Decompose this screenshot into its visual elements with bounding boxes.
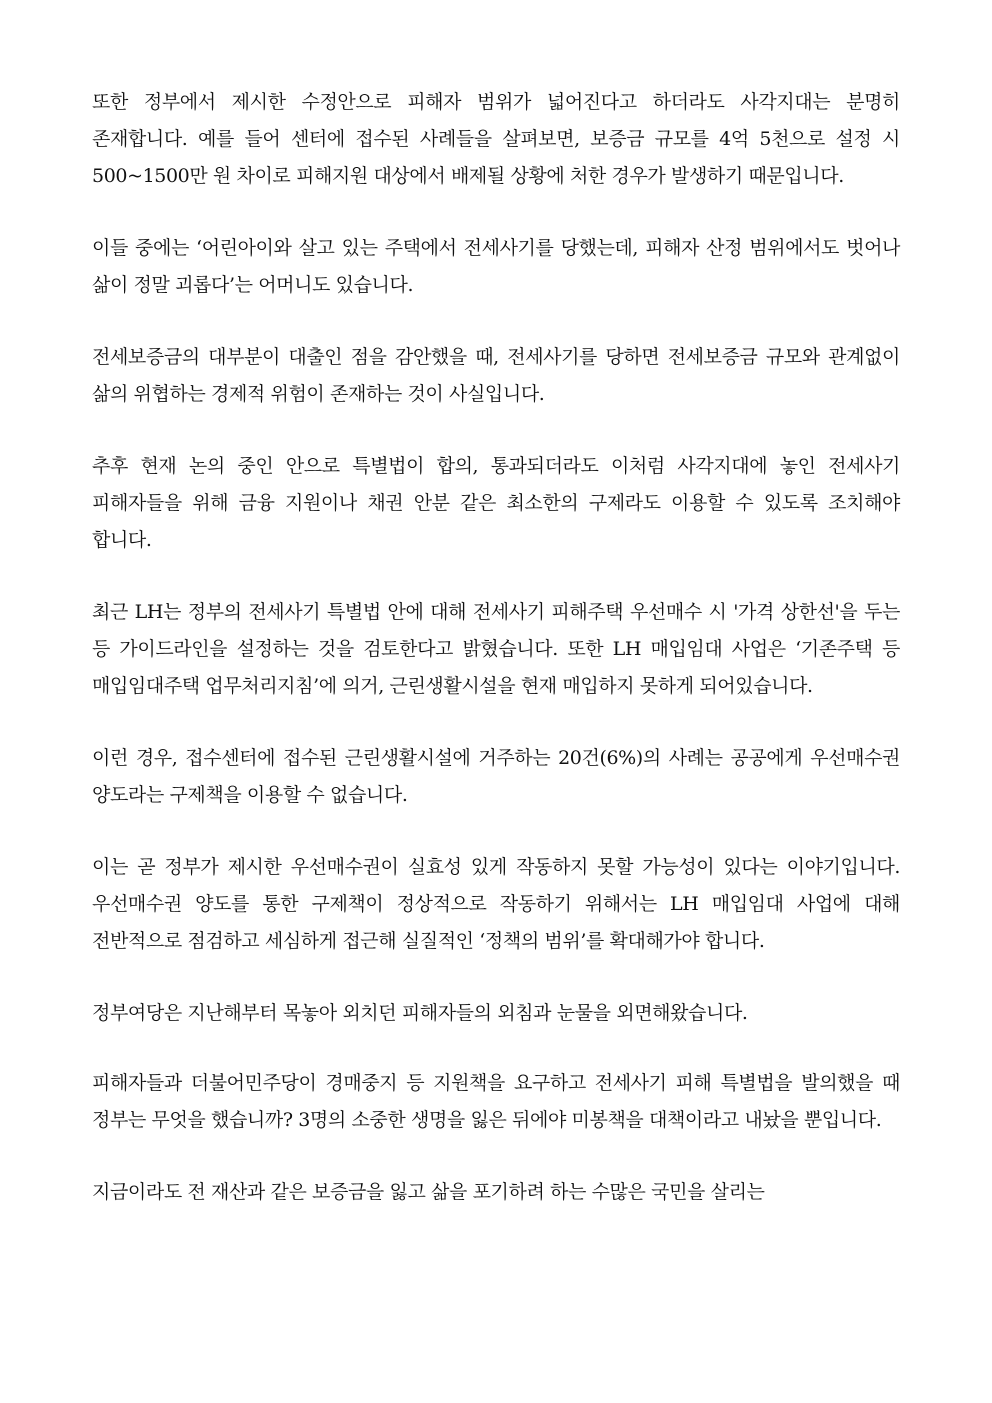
paragraph-closing: 지금이라도 전 재산과 같은 보증금을 잃고 삶을 포기하려 하는 수많은 국민을 살리는 [92,1181,765,1203]
paragraph-blind-spot: 또한 정부에서 제시한 수정안으로 피해자 범위가 넓어진다고 하더라도 사각지대는 분명히 존재합니다. 예를 들어 센터에 접수된 사례들을 살펴보면, 보증금 규모를 4억 5천으로 설정 시 500~1500만 원 차이로 피해지원 대상에서 배제될 상황에 처한 경우가 발생하기 때문입니다. [92,91,900,187]
paragraph-priority-purchase: 이는 곧 정부가 제시한 우선매수권이 실효성 있게 작동하지 못할 가능성이 있다는 이야기입니다. 우선매수권 양도를 통한 구제책이 정상적으로 작동하기 위해서는 LH 매입임대 사업에 대해 전반적으로 점검하고 세심하게 접근해 실질적인 ‘정책의 범위’를 확대해가야 합니다. [92,856,900,952]
paragraph-lh-guideline: 최근 LH는 정부의 전세사기 특별법 안에 대해 전세사기 피해주택 우선매수 시 '가격 상한선'을 두는 등 가이드라인을 설정하는 것을 검토한다고 밝혔습니다. 또한 LH 매입임대 사업은 ‘기존주택 등 매입임대주택 업무처리지침’에 의거, 근린생활시설을 현재 매입하지 못하게 되어있습니다. [92,601,900,697]
paragraph-minimum-relief: 추후 현재 논의 중인 안으로 특별법이 합의, 통과되더라도 이처럼 사각지대에 놓인 전세사기 피해자들을 위해 금융 지원이나 채권 안분 같은 최소한의 구제라도 이용할 수 있도록 조치해야 합니다. [92,455,900,551]
paragraph-economic-risk: 전세보증금의 대부분이 대출인 점을 감안했을 때, 전세사기를 당하면 전세보증금 규모와 관계없이 삶의 위협하는 경제적 위험이 존재하는 것이 사실입니다. [92,346,900,405]
paragraph-neighborhood-facilities: 이런 경우, 접수센터에 접수된 근린생활시설에 거주하는 20건(6%)의 사례는 공공에게 우선매수권 양도라는 구제책을 이용할 수 없습니다. [92,747,900,806]
paragraph-special-act: 피해자들과 더불어민주당이 경매중지 등 지원책을 요구하고 전세사기 피해 특별법을 발의했을 때 정부는 무엇을 했습니까? 3명의 소중한 생명을 잃은 뒤에야 미봉책을 대책이라고 내놨을 뿐입니다. [92,1072,900,1131]
paragraph-mother-case: 이들 중에는 ‘어린아이와 살고 있는 주택에서 전세사기를 당했는데, 피해자 산정 범위에서도 벗어나 삶이 정말 괴롭다’는 어머니도 있습니다. [92,237,900,296]
paragraph-government-ignored: 정부여당은 지난해부터 목놓아 외치던 피해자들의 외침과 눈물을 외면해왔습니다. [92,1002,748,1024]
document-body [92,84,900,1246]
